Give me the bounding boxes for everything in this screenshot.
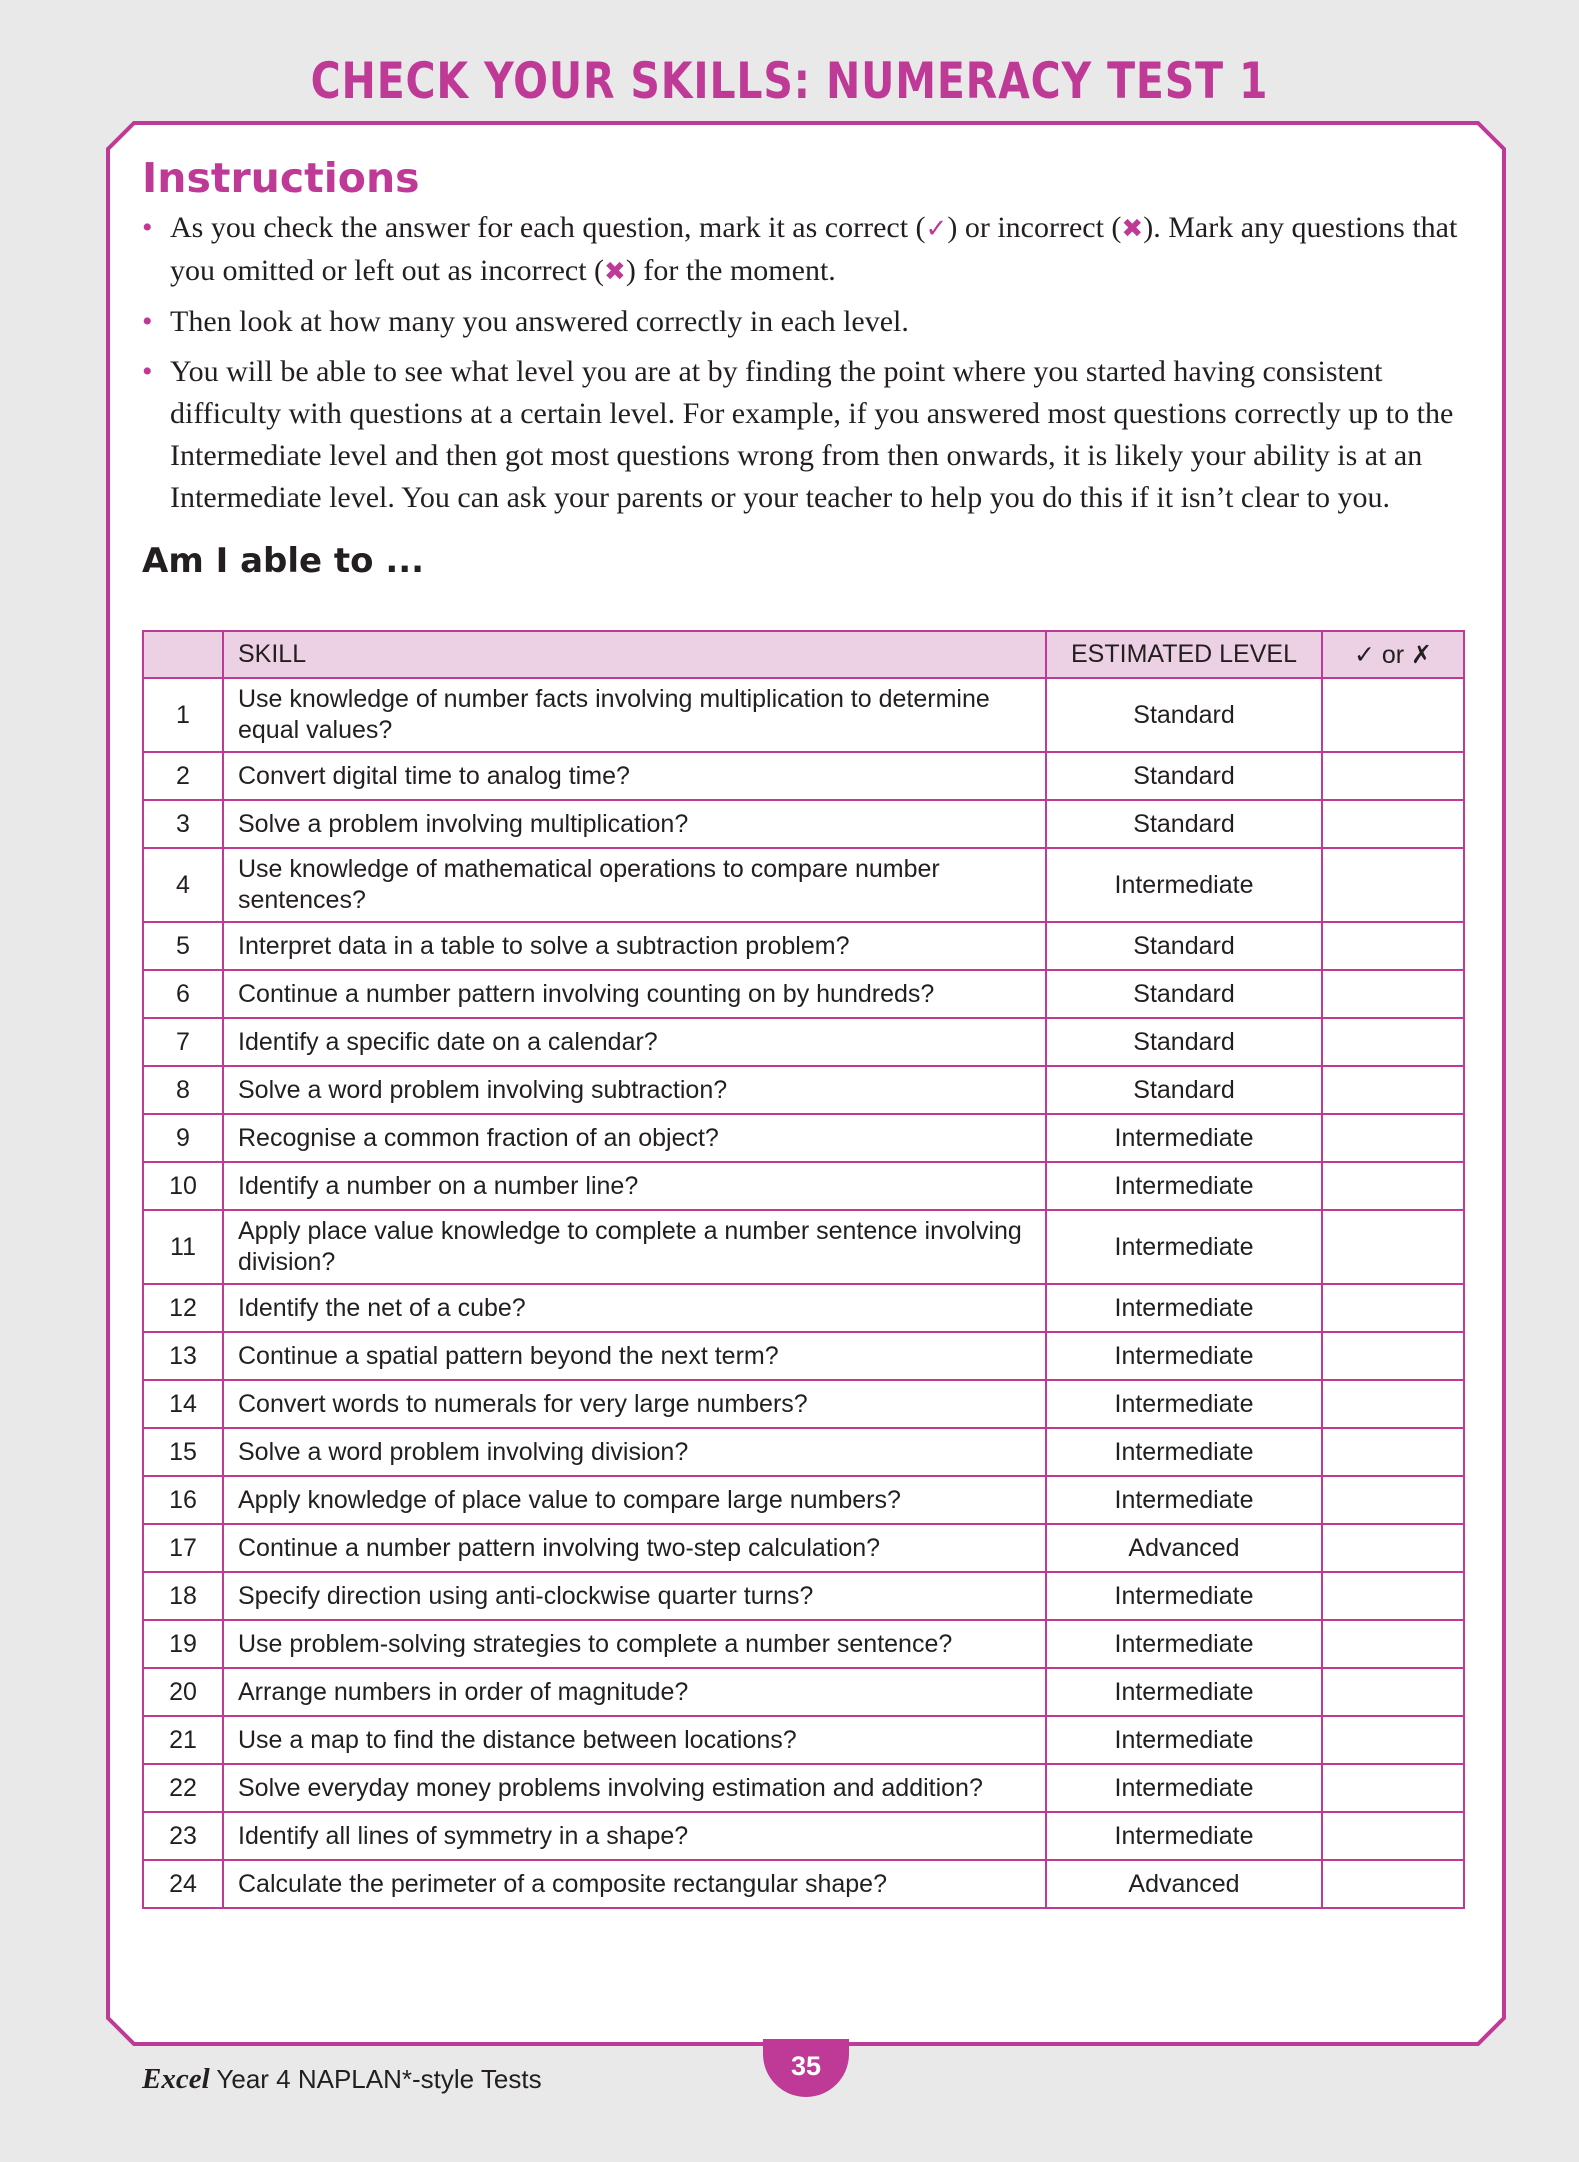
brand-name: Excel	[142, 2063, 210, 2095]
content-area	[142, 153, 1472, 1898]
row-number: 7	[143, 1018, 223, 1066]
table-row	[143, 1162, 1464, 1210]
instruction-text: ). Mark any questions that you omitted or left out as incorrect (	[170, 211, 1458, 287]
skill-cell: Apply place value knowledge to complete a number sentence involving division?	[223, 1210, 1046, 1284]
row-number: 5	[143, 922, 223, 970]
table-row	[143, 1716, 1464, 1764]
mark-cell[interactable]	[1322, 1812, 1464, 1860]
skill-cell: Recognise a common fraction of an object?	[223, 1114, 1046, 1162]
row-number: 17	[143, 1524, 223, 1572]
skill-cell: Calculate the perimeter of a composite rectangular shape?	[223, 1860, 1046, 1908]
skill-cell: Solve a problem involving multiplication?	[223, 800, 1046, 848]
mark-cell[interactable]	[1322, 1114, 1464, 1162]
mark-cell[interactable]	[1322, 1284, 1464, 1332]
bullet-icon: •	[142, 211, 153, 244]
row-number: 19	[143, 1620, 223, 1668]
table-row	[143, 1332, 1464, 1380]
level-cell: Intermediate	[1046, 1114, 1322, 1162]
table-row	[143, 1428, 1464, 1476]
skill-cell: Identify a specific date on a calendar?	[223, 1018, 1046, 1066]
level-cell: Standard	[1046, 1066, 1322, 1114]
level-cell: Intermediate	[1046, 1620, 1322, 1668]
table-row	[143, 1572, 1464, 1620]
mark-cell[interactable]	[1322, 1066, 1464, 1114]
row-number: 8	[143, 1066, 223, 1114]
table-row	[143, 678, 1464, 752]
mark-cell[interactable]	[1322, 1018, 1464, 1066]
level-cell: Standard	[1046, 752, 1322, 800]
table-row	[143, 1114, 1464, 1162]
skill-cell: Solve everyday money problems involving estimation and addition?	[223, 1764, 1046, 1812]
skill-cell: Use a map to find the distance between locations?	[223, 1716, 1046, 1764]
skill-cell: Convert digital time to analog time?	[223, 752, 1046, 800]
mark-cell[interactable]	[1322, 1428, 1464, 1476]
table-row	[143, 1380, 1464, 1428]
level-cell: Intermediate	[1046, 1332, 1322, 1380]
skill-cell: Interpret data in a table to solve a subtraction problem?	[223, 922, 1046, 970]
level-cell: Intermediate	[1046, 1716, 1322, 1764]
mark-cell[interactable]	[1322, 800, 1464, 848]
mark-cell[interactable]	[1322, 1668, 1464, 1716]
mark-cell[interactable]	[1322, 970, 1464, 1018]
row-number: 23	[143, 1812, 223, 1860]
instructions-list	[142, 207, 1472, 519]
table-row	[143, 1066, 1464, 1114]
instruction-text: ) or incorrect (	[947, 211, 1122, 244]
level-cell: Standard	[1046, 678, 1322, 752]
row-number: 12	[143, 1284, 223, 1332]
table-row	[143, 1620, 1464, 1668]
mark-cell[interactable]	[1322, 1572, 1464, 1620]
mark-cell[interactable]	[1322, 678, 1464, 752]
level-cell: Intermediate	[1046, 1764, 1322, 1812]
level-column-header: ESTIMATED LEVEL	[1046, 631, 1322, 678]
level-cell: Intermediate	[1046, 1668, 1322, 1716]
bullet-icon: •	[142, 305, 153, 338]
level-cell: Advanced	[1046, 1524, 1322, 1572]
table-heading: Am I able to ...	[142, 541, 425, 581]
mark-column-header: ✓ or ✗	[1322, 631, 1464, 678]
skill-cell: Continue a spatial pattern beyond the next term?	[223, 1332, 1046, 1380]
skill-cell: Identify the net of a cube?	[223, 1284, 1046, 1332]
level-cell: Intermediate	[1046, 1210, 1322, 1284]
row-number: 11	[143, 1210, 223, 1284]
bullet-icon: •	[142, 355, 153, 388]
page-title: CHECK YOUR SKILLS: NUMERACY TEST 1	[310, 52, 1269, 110]
row-number: 24	[143, 1860, 223, 1908]
table-row	[143, 1764, 1464, 1812]
skill-cell: Use problem-solving strategies to complete a number sentence?	[223, 1620, 1046, 1668]
number-column-header	[143, 631, 223, 678]
footer-text: Year 4 NAPLAN*-style Tests	[209, 2064, 542, 2094]
skill-cell: Identify a number on a number line?	[223, 1162, 1046, 1210]
cross-icon: ✖	[604, 257, 626, 287]
level-cell: Standard	[1046, 800, 1322, 848]
instruction-item	[142, 351, 1472, 519]
row-number: 21	[143, 1716, 223, 1764]
instruction-item	[142, 207, 1472, 293]
table-row	[143, 1284, 1464, 1332]
row-number: 13	[143, 1332, 223, 1380]
mark-cell[interactable]	[1322, 752, 1464, 800]
skill-cell: Convert words to numerals for very large numbers?	[223, 1380, 1046, 1428]
table-row	[143, 922, 1464, 970]
skill-cell: Use knowledge of mathematical operations to compare number sentences?	[223, 848, 1046, 922]
row-number: 3	[143, 800, 223, 848]
row-number: 22	[143, 1764, 223, 1812]
footer-title	[142, 2063, 542, 2096]
table-row	[143, 1476, 1464, 1524]
mark-cell[interactable]	[1322, 1524, 1464, 1572]
row-number: 10	[143, 1162, 223, 1210]
table-body	[143, 678, 1464, 1908]
level-cell: Intermediate	[1046, 1476, 1322, 1524]
level-cell: Advanced	[1046, 1860, 1322, 1908]
skill-cell: Specify direction using anti-clockwise quarter turns?	[223, 1572, 1046, 1620]
level-cell: Intermediate	[1046, 1428, 1322, 1476]
level-cell: Intermediate	[1046, 1572, 1322, 1620]
cross-icon: ✖	[1121, 214, 1144, 244]
level-cell: Intermediate	[1046, 1284, 1322, 1332]
level-cell: Standard	[1046, 922, 1322, 970]
row-number: 14	[143, 1380, 223, 1428]
instruction-text: You will be able to see what level you are at by finding the point where you started having consistent difficulty with questions at a certain level. For example, if you answered most questions correctly up to the Intermediate level and then got most questions wrong from then onwards, it is likely your ability is at an Intermediate level. You can ask your parents or your teacher to help you do this if it isn’t clear to you.	[170, 355, 1454, 514]
skill-cell: Solve a word problem involving division?	[223, 1428, 1046, 1476]
mark-cell[interactable]	[1322, 1476, 1464, 1524]
skill-cell: Continue a number pattern involving counting on by hundreds?	[223, 970, 1046, 1018]
instruction-item	[142, 301, 1472, 343]
row-number: 4	[143, 848, 223, 922]
level-cell: Intermediate	[1046, 1162, 1322, 1210]
mark-cell[interactable]	[1322, 1210, 1464, 1284]
mark-cell[interactable]	[1322, 1620, 1464, 1668]
row-number: 2	[143, 752, 223, 800]
level-cell: Intermediate	[1046, 1380, 1322, 1428]
row-number: 6	[143, 970, 223, 1018]
instruction-text: As you check the answer for each question, mark it as correct (	[170, 211, 926, 244]
table-row	[143, 848, 1464, 922]
mark-cell[interactable]	[1322, 1716, 1464, 1764]
mark-cell[interactable]	[1322, 1860, 1464, 1908]
mark-cell[interactable]	[1322, 1764, 1464, 1812]
skill-column-header: SKILL	[223, 631, 1046, 678]
level-cell: Intermediate	[1046, 848, 1322, 922]
skill-cell: Identify all lines of symmetry in a shape?	[223, 1812, 1046, 1860]
mark-cell[interactable]	[1322, 1380, 1464, 1428]
row-number: 18	[143, 1572, 223, 1620]
table-row	[143, 1812, 1464, 1860]
row-number: 16	[143, 1476, 223, 1524]
table-row	[143, 800, 1464, 848]
level-cell: Intermediate	[1046, 1812, 1322, 1860]
level-cell: Standard	[1046, 970, 1322, 1018]
table-row	[143, 1524, 1464, 1572]
table-row	[143, 970, 1464, 1018]
row-number: 20	[143, 1668, 223, 1716]
check-icon: ✓	[925, 214, 948, 244]
mark-cell[interactable]	[1322, 848, 1464, 922]
table-row	[143, 1860, 1464, 1908]
page-number: 35	[763, 2039, 849, 2097]
mark-cell[interactable]	[1322, 1162, 1464, 1210]
table-header-row	[143, 631, 1464, 678]
skill-cell: Use knowledge of number facts involving multiplication to determine equal values?	[223, 678, 1046, 752]
instruction-text: ) for the moment.	[625, 254, 836, 287]
skills-table	[142, 630, 1465, 1909]
table-row	[143, 752, 1464, 800]
skill-cell: Continue a number pattern involving two-step calculation?	[223, 1524, 1046, 1572]
level-cell: Standard	[1046, 1018, 1322, 1066]
table-row	[143, 1210, 1464, 1284]
mark-cell[interactable]	[1322, 922, 1464, 970]
instructions-heading: Instructions	[142, 154, 420, 202]
table-row	[143, 1018, 1464, 1066]
skill-cell: Arrange numbers in order of magnitude?	[223, 1668, 1046, 1716]
skill-cell: Apply knowledge of place value to compare large numbers?	[223, 1476, 1046, 1524]
row-number: 1	[143, 678, 223, 752]
table-row	[143, 1668, 1464, 1716]
row-number: 15	[143, 1428, 223, 1476]
row-number: 9	[143, 1114, 223, 1162]
instruction-text: Then look at how many you answered correctly in each level.	[170, 305, 909, 338]
skill-cell: Solve a word problem involving subtraction?	[223, 1066, 1046, 1114]
mark-cell[interactable]	[1322, 1332, 1464, 1380]
